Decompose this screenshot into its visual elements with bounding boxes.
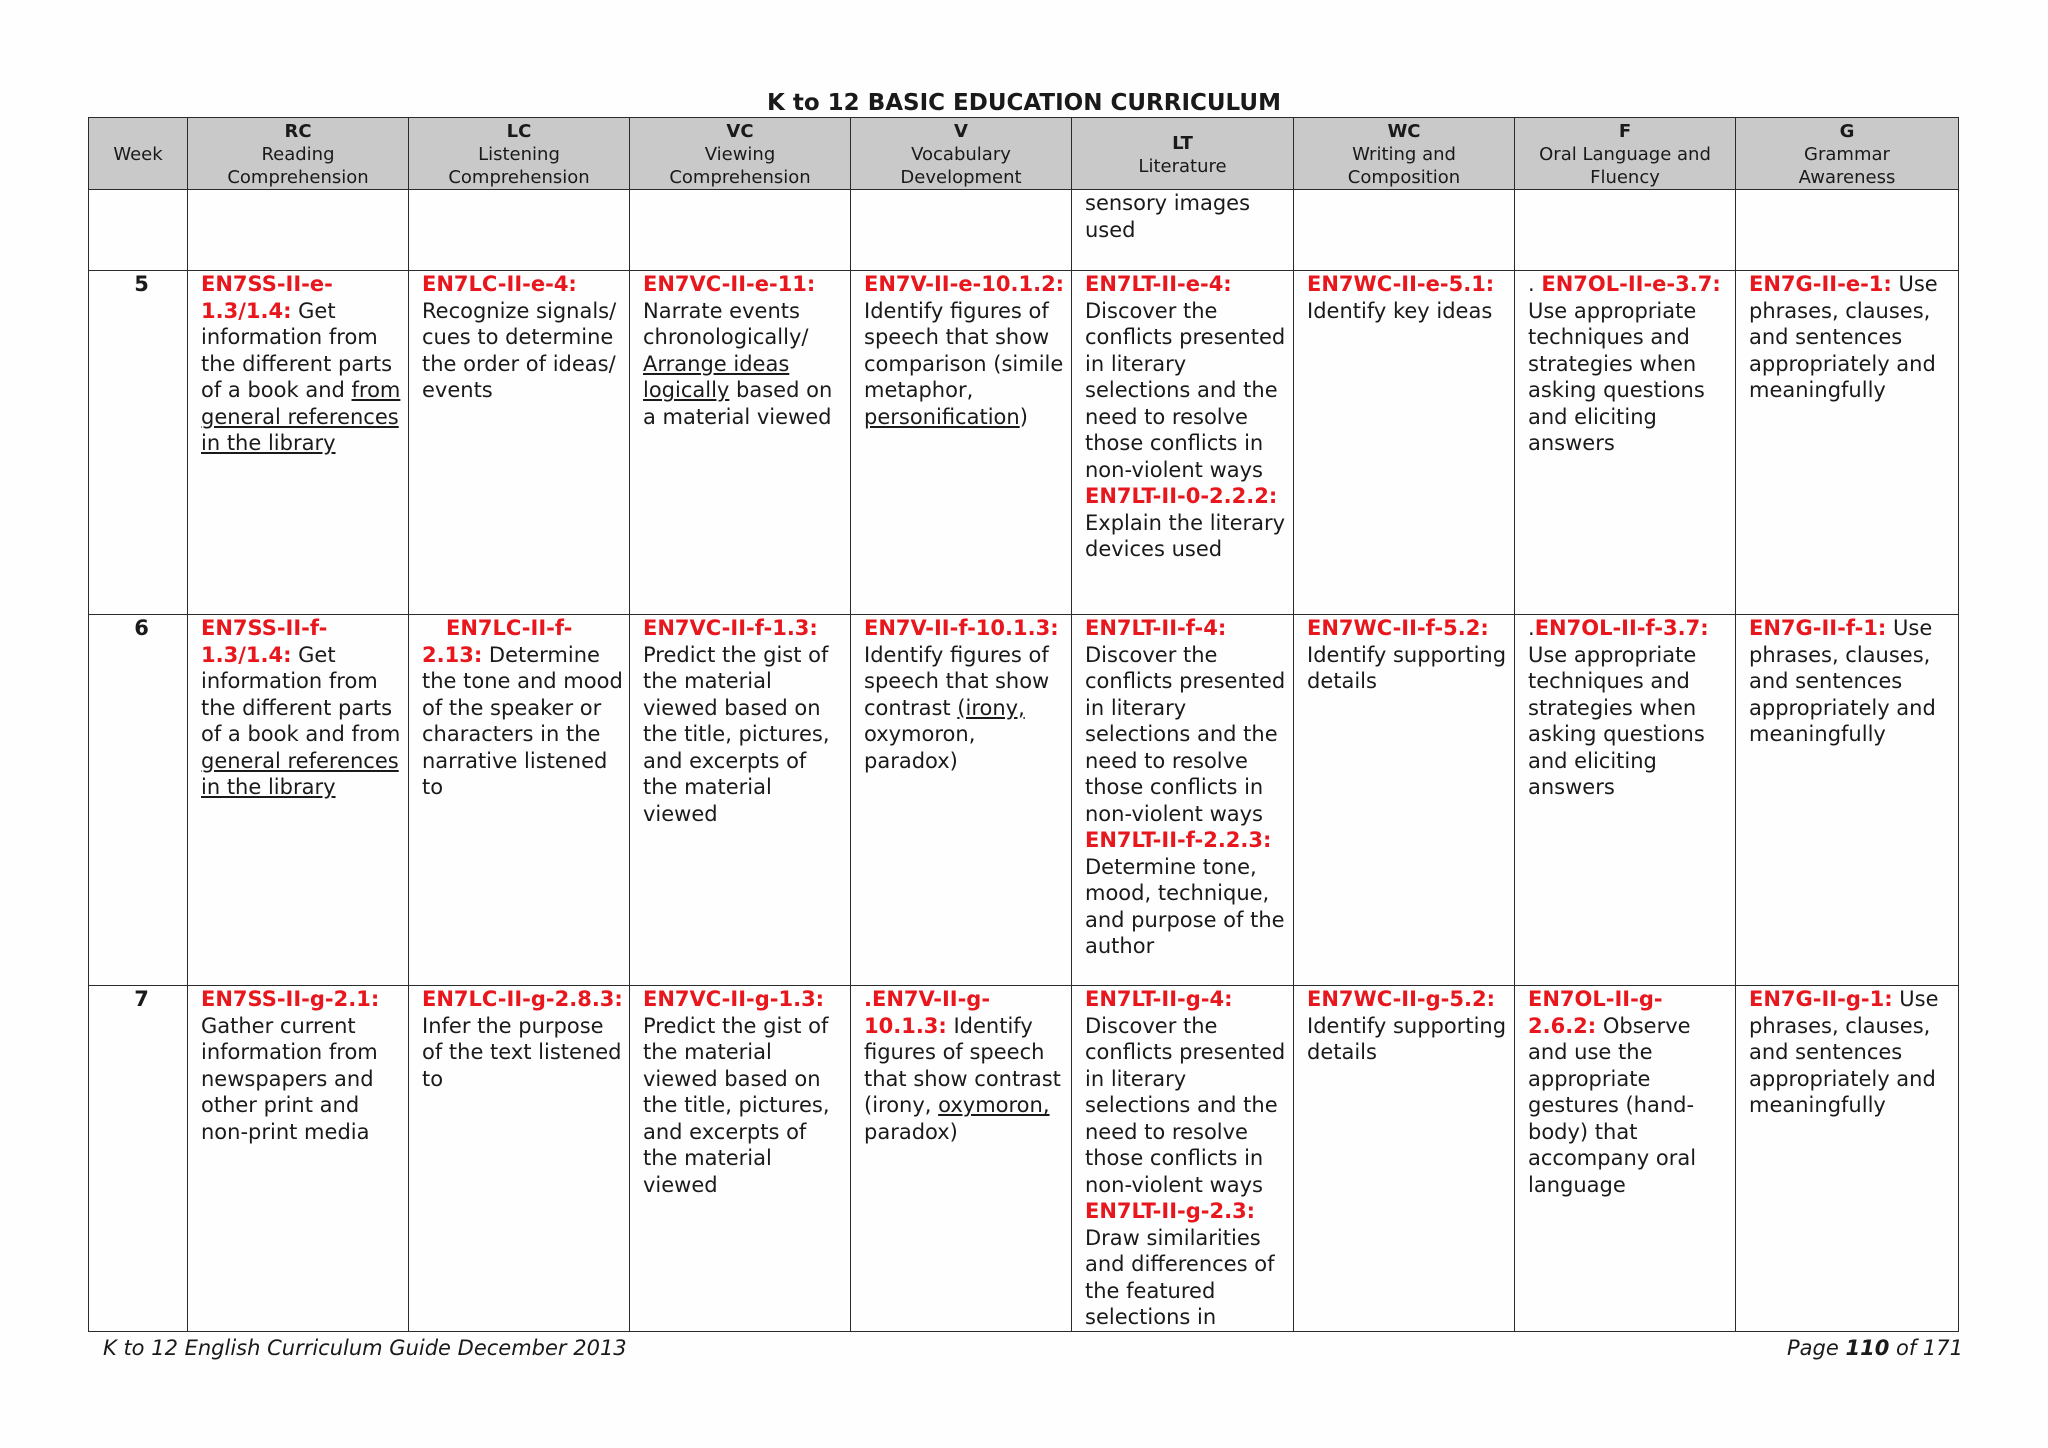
vc-cell <box>630 615 851 986</box>
competency-code: EN7G-II-e-1: <box>1749 272 1892 296</box>
cell-text: Use phrases, clauses, and sentences appropriately and meaningfully <box>1749 616 1936 746</box>
lc-cell <box>409 615 630 986</box>
table-row <box>89 271 1959 615</box>
competency-code: EN7G-II-g-1: <box>1749 987 1893 1011</box>
col-header-g <box>1736 118 1959 190</box>
cell-text: Use appropriate techniques and strategies when asking questions and eliciting answers <box>1528 642 1705 799</box>
competency-code: EN7VC-II-f-1.3: <box>643 616 818 640</box>
week-cell: 6 <box>89 615 188 986</box>
competency-code: EN7OL-II-g-2.6.2: <box>1528 987 1663 1038</box>
competency-code: EN7LT-II-g-2.3: <box>1085 1199 1256 1223</box>
v-cell <box>851 190 1072 271</box>
competency-code: EN7G-II-f-1: <box>1749 616 1887 640</box>
cell-text: ) <box>1019 404 1028 429</box>
cell-text: Infer the purpose of the text listened to <box>422 1013 622 1091</box>
competency-code: EN7LT-II-g-4: <box>1085 987 1233 1011</box>
col-code: F <box>1618 121 1632 142</box>
col-code: V <box>954 121 968 142</box>
col-code: G <box>1839 121 1855 142</box>
cell-text-underlined: general references in the library <box>201 748 399 799</box>
competency-code: .EN7V-II-g-10.1.3: <box>864 987 991 1038</box>
wc-cell <box>1294 190 1515 271</box>
page-total: of 171 <box>1889 1336 1963 1360</box>
cell-text: Identify figures of speech that show contrast (irony, <box>864 1013 1061 1117</box>
competency-code: EN7LC-II-f-2.13: <box>422 616 573 667</box>
cell-text: Predict the gist of the material viewed based on the title, pictures, and excerpts of the material viewed <box>643 1013 830 1197</box>
competency-code: EN7VC-II-e-11: <box>643 272 816 296</box>
footer-guide-title: K to 12 English Curriculum Guide December 2013 <box>103 1336 627 1360</box>
cell-text: Identify key ideas <box>1307 298 1493 323</box>
col-code: RC <box>284 121 312 142</box>
cell-text-underlined: (irony, <box>957 695 1025 720</box>
col-code: VC <box>726 121 754 142</box>
competency-code: EN7WC-II-f-5.2: <box>1307 616 1489 640</box>
wc-cell <box>1294 271 1515 615</box>
cell-text: Determine the tone and mood of the speaker or characters in the narrative listened to <box>422 642 623 799</box>
competency-code: EN7V-II-f-10.1.3: <box>864 616 1059 640</box>
col-code: LT <box>1172 132 1193 154</box>
cell-text: Identify figures of speech that show comparison (simile metaphor, <box>864 298 1064 402</box>
competency-code: EN7SS-II-e-1.3/1.4: <box>201 272 333 323</box>
cell-text: oxymoron, paradox) <box>864 722 976 773</box>
cell-text: based on a material viewed <box>643 378 833 429</box>
f-cell <box>1515 615 1736 986</box>
cell-text: Identify supporting details <box>1307 1013 1507 1064</box>
competency-code: EN7SS-II-f-1.3/1.4: <box>201 616 328 667</box>
cell-text: Discover the conflicts presented in literary selections and the need to resolve those conflicts in non-violent ways <box>1085 642 1286 826</box>
cell-text: Discover the conflicts presented in literary selections and the need to resolve those conflicts in non-violent ways <box>1085 1013 1286 1197</box>
col-code: WC <box>1387 121 1421 142</box>
cell-text: Explain the literary devices used <box>1085 510 1286 561</box>
cell-text: Observe and use the appropriate gestures (hand-body) that accompany oral language <box>1528 1013 1697 1197</box>
g-cell <box>1736 271 1959 615</box>
col-label: Awareness <box>1798 167 1896 188</box>
cell-text: Use phrases, clauses, and sentences appropriately and meaningfully <box>1749 272 1938 402</box>
competency-code: EN7SS-II-g-2.1: <box>201 987 380 1011</box>
table-header-row <box>89 118 1959 190</box>
col-label: Listening <box>478 144 560 165</box>
lt-cell <box>1072 986 1294 1332</box>
f-cell <box>1515 986 1736 1332</box>
cell-text-underlined: Arrange ideas logically <box>643 351 790 402</box>
v-cell <box>851 986 1072 1332</box>
col-label: Vocabulary <box>911 144 1011 165</box>
week-cell: 5 <box>89 271 188 615</box>
lt-cell <box>1072 615 1294 986</box>
lc-cell <box>409 271 630 615</box>
col-header-week: Week <box>89 118 188 190</box>
g-cell <box>1736 190 1959 271</box>
col-code: LC <box>506 121 532 142</box>
cell-text: Use appropriate techniques and strategies when asking questions and eliciting answers <box>1528 298 1705 455</box>
cell-text-underlined: personification <box>864 404 1020 429</box>
lt-cell <box>1072 190 1294 271</box>
lt-cell <box>1072 271 1294 615</box>
competency-code: EN7OL-II-e-3.7: <box>1541 272 1721 296</box>
page-word: Page <box>1787 1336 1846 1360</box>
col-label: Fluency <box>1590 167 1660 188</box>
vc-cell <box>630 986 851 1332</box>
cell-text: Predict the gist of the material viewed based on the title, pictures, and excerpts of the material viewed <box>643 642 830 826</box>
v-cell <box>851 271 1072 615</box>
cell-text-underlined: oxymoron, <box>938 1093 1050 1117</box>
v-cell <box>851 615 1072 986</box>
lc-cell <box>409 190 630 271</box>
col-header-wc <box>1294 118 1515 190</box>
lc-cell <box>409 986 630 1332</box>
col-label: Comprehension <box>227 167 369 188</box>
rc-cell <box>188 190 409 271</box>
col-label: Oral Language and <box>1539 144 1711 165</box>
col-label: Viewing <box>704 144 776 165</box>
table-row <box>89 190 1959 271</box>
col-label: Writing and <box>1352 144 1456 165</box>
cell-text: Discover the conflicts presented in literary selections and the need to resolve those conflicts in non-violent ways <box>1085 298 1286 482</box>
footer-page-number <box>1787 1336 1963 1360</box>
vc-cell <box>630 190 851 271</box>
col-header-rc <box>188 118 409 190</box>
cell-text: Gather current information from newspapers and other print and non-print media <box>201 1013 378 1144</box>
wc-cell <box>1294 615 1515 986</box>
col-label: Grammar <box>1804 144 1890 165</box>
cell-text: . <box>1528 616 1535 640</box>
cell-text: Recognize signals/ cues to determine the order of ideas/ events <box>422 298 617 402</box>
rc-cell <box>188 271 409 615</box>
cell-text: Get information from the different parts of a book and from <box>201 642 401 746</box>
competency-code: EN7V-II-e-10.1.2: <box>864 272 1065 296</box>
rc-cell <box>188 615 409 986</box>
cell-text: Identify supporting details <box>1307 642 1507 693</box>
page-current: 110 <box>1845 1336 1890 1360</box>
g-cell <box>1736 615 1959 986</box>
col-header-v <box>851 118 1072 190</box>
cell-text: Identify figures of speech that show contrast <box>864 642 1050 720</box>
col-header-lc <box>409 118 630 190</box>
cell-text: Narrate events chronologically/ <box>643 298 809 349</box>
competency-code: EN7VC-II-g-1.3: <box>643 987 825 1011</box>
week-cell <box>89 190 188 271</box>
col-label: Reading <box>261 144 335 165</box>
cell-text: Draw similarities and differences of the featured selections in <box>1085 1225 1275 1329</box>
cell-text: . <box>1528 272 1542 296</box>
f-cell <box>1515 271 1736 615</box>
competency-code: EN7WC-II-g-5.2: <box>1307 987 1495 1011</box>
table-row <box>89 986 1959 1332</box>
col-label: Comprehension <box>448 167 590 188</box>
cell-text: paradox) <box>864 1119 958 1144</box>
cell-text: sensory images used <box>1085 191 1251 242</box>
competency-code: EN7WC-II-e-5.1: <box>1307 272 1495 296</box>
competency-code: EN7LT-II-e-4: <box>1085 272 1232 296</box>
col-header-vc <box>630 118 851 190</box>
g-cell <box>1736 986 1959 1332</box>
cell-text-underlined: from general references in the library <box>201 378 401 455</box>
curriculum-table <box>88 117 1959 1332</box>
col-header-f <box>1515 118 1736 190</box>
competency-code: EN7LT-II-f-4: <box>1085 616 1227 640</box>
competency-code: EN7LC-II-g-2.8.3: <box>422 987 623 1011</box>
cell-text: Get information from the different parts of a book and <box>201 298 393 402</box>
cell-text: Determine tone, mood, technique, and purpose of the author <box>1085 854 1285 958</box>
competency-code: EN7LC-II-e-4: <box>422 272 577 296</box>
vc-cell <box>630 271 851 615</box>
week-cell: 7 <box>89 986 188 1332</box>
col-label: Composition <box>1347 167 1461 188</box>
col-label: Development <box>900 167 1022 188</box>
f-cell <box>1515 190 1736 271</box>
col-header-lt <box>1072 118 1294 190</box>
rc-cell <box>188 986 409 1332</box>
col-label: Comprehension <box>669 167 811 188</box>
cell-text: Use phrases, clauses, and sentences appropriately and meaningfully <box>1749 987 1939 1117</box>
competency-code: EN7OL-II-f-3.7: <box>1534 616 1709 640</box>
competency-code: EN7LT-II-0-2.2.2: <box>1085 484 1278 508</box>
page-title: K to 12 BASIC EDUCATION CURRICULUM <box>767 90 1281 116</box>
wc-cell <box>1294 986 1515 1332</box>
table-row <box>89 615 1959 986</box>
col-label: Literature <box>1138 155 1227 177</box>
competency-code: EN7LT-II-f-2.2.3: <box>1085 828 1272 852</box>
